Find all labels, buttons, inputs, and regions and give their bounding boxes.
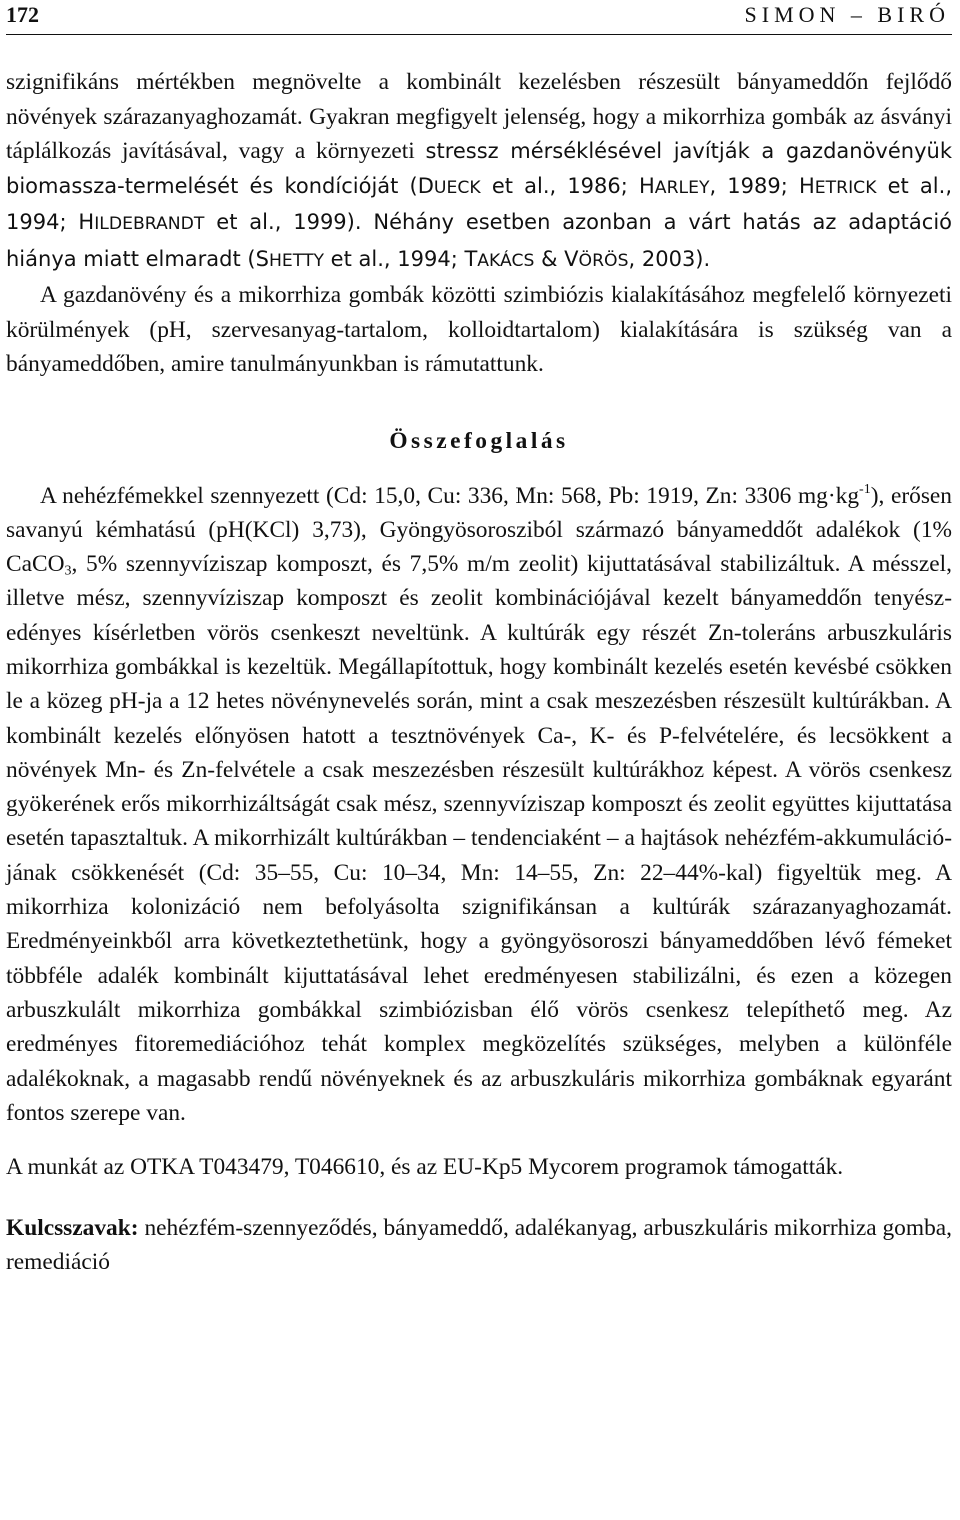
citation-shetty: SHETTY et al., 1994;: [255, 246, 465, 271]
section-heading: Összefoglalás: [389, 427, 569, 454]
body-paragraph: A gazdanövény és a mikorrhiza gombák közötti szimbiózis kialakításához megfelelő környezeti körülmények (pH, szervesanyag-tartalom, kolloidtartalom) kialakítására is szükség van a bányameddőben, amire tanulmányunkban is rámutattunk.: [6, 282, 952, 377]
keywords-text: nehézfém-szennyeződés, bányameddő, adalékanyag, arbuszkuláris mikorrhiza gomba, remediáció: [6, 1214, 952, 1276]
intro-sans-text: stressz mérséklésével javítják a gazdanövényük biomassza-termelését és kondícióját (DUECK et al., 1986; HARLEY, 1989; HETRICK et al., 1994; HILDEBRANDT et al., 1999). Néhány esetben azonban a várt hatás az adaptáció hiánya miatt elmaradt (SHETTY et al., 1994; TAKÁCS & VÖRÖS, 2003).: [6, 139, 952, 271]
running-head: SIMON – BIRÓ: [744, 2, 950, 27]
page: [6, 0, 952, 1280]
acknowledgement: A munkát az OTKA T043479, T046610, és az EU-Kp5 Mycorem programok támogatták.: [6, 1154, 844, 1181]
intro-paragraph: [6, 65, 952, 278]
superscript: -1: [859, 480, 871, 497]
summary-paragraph: A nehézfémekkel szennyezett (Cd: 15,0, Cu: 336, Mn: 568, Pb: 1919, Zn: 3306 $mg\cdot kg^{-1}$), erősen savanyú kémhatású (pH(KCl) 3,73), Gyöngyösorosziból származó bányameddőt adalékok (1% CaCO$_3$, 5% szennyvíziszap komposzt, és 7,5% m/m zeolit) kijuttatásával stabilizáltuk. A mésszel, illetve mész, szennyvíziszap komposzt és zeolit kombinációjával kezelt bányameddőn tenyészedényes kísérletben vörös csenkeszt neveltünk. A kultúrák egy részét Zn-toleráns arbuszkuláris mikorrhiza gombákkal is kezeltük. Megállapítottuk, hogy kombinált kezelés esetén kevésbé csökken le a közeg pH-ja a 12 hetes növénynevelés során, mint a csak meszezésben részesült kultúrákban. A kombinált kezelés előnyösen hatott a tesztnövények Ca-, K- és P-felvételére, és lecsökkent a növények Mn- és Zn-felvétele a csak meszezésben részesült kultúrákhoz képest. A vörös csenkesz gyökerének erős mikorrhizáltságát csak mész, szennyvíziszap komposzt és zeolit együttes kijuttatása esetén tapasztaltuk. A mikorrhizált kultúrákban – tendenciaként – a hajtások nehézfém-akkumulációjának csökkenését (Cd: 35–55, Cu: 10–34, Mn: 14–55, Zn: 22–44%-kal) figyeltük meg. A mikorrhiza kolonizáció nem befolyásolta szignifikánsan a kultúrák szárazanyaghozamát. Eredményeinkből arra következtethetünk, hogy a gyöngyösoroszi bányameddőben lévő fémeket többféle adalék kombinált kijuttatásával lehet eredményesen stabilizálni, és ezen a közegen arbuszkulált mikorrhiza gombákkal szimbiózisban élő vörös csenkesz telepíthető meg. Az eredményes fitoremediációhoz tehát komplex megközelítés szükséges, melyben a különféle adalékoknak, a magasabb rendű növényeknek és az arbuszkuláris mikorrhiza gombáknak egyaránt fontos szerepe van.: [6, 480, 953, 1126]
citation-harley: HARLEY, 1989;: [639, 173, 799, 198]
page-number: 172: [6, 2, 39, 27]
subscript: 3: [64, 562, 72, 579]
citation-hildebrandt: HILDEBRANDT et al., 1999).: [78, 210, 374, 234]
citation-dueck: DUECK et al., 1986;: [417, 173, 639, 198]
citation-takacs-voros: TAKÁCS & VÖRÖS, 2003).: [464, 246, 711, 271]
citation-hetrick: HETRICK et al., 1994;: [6, 173, 952, 234]
intro-text: szignifikáns mértékben megnövelte a kombinált kezelésben részesült bányameddőn fejlődő növények szárazanyaghozamát. Gyakran megfigyelt jelenség, hogy a mikorrhiza gombák az ásványi táplálkozás javításával, vagy a környezeti: [6, 69, 952, 164]
page-header: [6, 0, 952, 35]
keywords-label: Kulcsszavak:: [6, 1214, 139, 1241]
keywords: [6, 1211, 952, 1280]
